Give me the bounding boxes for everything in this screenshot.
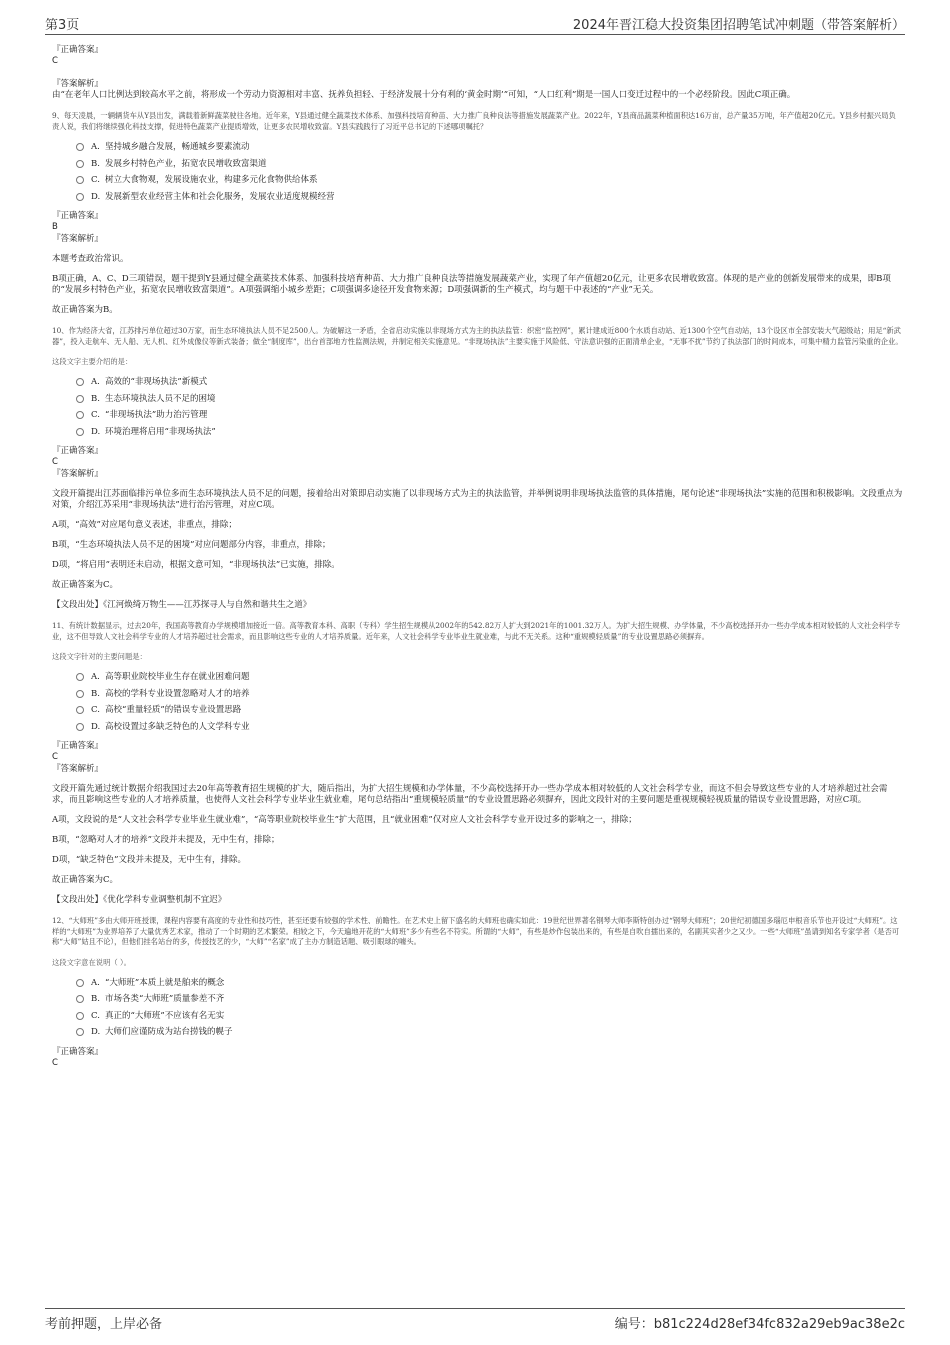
question-12	[52, 916, 903, 1069]
option-letter: B.	[91, 688, 100, 699]
passage-source: 【文段出处】《优化学科专业调整机制不宜迟》	[52, 895, 227, 905]
option-letter: C.	[91, 705, 100, 715]
option-letter: D.	[91, 721, 101, 732]
radio-icon[interactable]	[76, 1012, 84, 1020]
radio-icon[interactable]	[76, 690, 84, 698]
option-letter: A.	[91, 672, 100, 682]
option-text: 高效的“非现场执法”新模式	[105, 377, 208, 387]
option-text: 发展乡村特色产业，拓宽农民增收致富渠道	[105, 158, 267, 169]
option-c[interactable]	[76, 702, 903, 719]
radio-icon[interactable]	[76, 143, 84, 151]
analysis-paragraph: 故正确答案为C。	[52, 875, 119, 885]
option-text: 高校的学科专业设置忽略对人才的培养	[105, 688, 250, 699]
analysis-paragraph: B项，“忽略对人才的培养”文段并未提及，无中生有，排除；	[52, 835, 280, 845]
analysis-paragraph: 文段开篇先通过统计数据介绍我国过去20年高等教育招生规模的扩大，随后指出，为扩大招生规模和办学体量，不少高校选择开办一些办学成本相对较低的人文社会科学专业，而这不但会导致这些专业的人才培养超过社会需求，而且影响这些专业的人才培养质量，也使得人文社会科学专业毕业生就业难，尾句总结指出“重规模轻质量”的专业设置思路必须摒弃，因此文段针对的主要问题是重视规模轻视质量的错误专业设置思路，对应C项。	[52, 784, 888, 805]
options-list	[76, 139, 903, 205]
option-b[interactable]	[76, 391, 903, 408]
option-text: 发展新型农业经营主体和社会化服务，发展农业适度规模经营	[105, 191, 335, 202]
radio-icon[interactable]	[76, 428, 84, 436]
option-d[interactable]	[76, 424, 903, 441]
answer-label: 『正确答案』	[52, 446, 104, 456]
page-number: 第3页	[45, 18, 80, 33]
option-letter: C.	[91, 410, 100, 420]
option-text: “非现场执法”助力治污管理	[105, 410, 208, 420]
answer-label: 『正确答案』	[52, 211, 104, 221]
radio-icon[interactable]	[76, 1028, 84, 1036]
question-prompt: 这段文字针对的主要问题是：	[52, 652, 147, 661]
option-text: 坚持城乡融合发展，畅通城乡要素流动	[105, 142, 250, 152]
option-letter: A.	[91, 142, 100, 152]
option-text: 高等职业院校毕业生存在就业困难问题	[105, 672, 250, 682]
option-letter: A.	[91, 977, 100, 988]
question-prompt: 这段文字意在说明（ ）。	[52, 957, 131, 967]
option-letter: A.	[91, 377, 100, 387]
document-title: 2024年晋江稳大投资集团招聘笔试冲刺题（带答案解析）	[572, 18, 905, 33]
option-text: 环境治理将启用“非现场执法”	[105, 426, 216, 437]
option-letter: D.	[91, 1027, 101, 1037]
analysis-text: 由“在老年人口比例达到较高水平之前，将形成一个劳动力资源相对丰富、抚养负担轻、于经济发展十分有利的‘黄金时期’”可知，“人口红利”期是一国人口变迁过程中的一个必经阶段。因此C项正确。	[52, 90, 796, 100]
option-letter: C.	[91, 1010, 100, 1021]
analysis-paragraph: 故正确答案为B。	[52, 305, 118, 315]
option-letter: B.	[91, 994, 100, 1004]
option-b[interactable]	[76, 686, 903, 703]
option-text: “大师班”本质上就是舶来的概念	[105, 977, 225, 988]
option-text: 生态环境执法人员不足的困境	[105, 393, 216, 404]
option-d[interactable]	[76, 719, 903, 736]
option-letter: D.	[91, 426, 101, 437]
radio-icon[interactable]	[76, 723, 84, 731]
option-letter: C.	[91, 175, 100, 185]
answer-value: C	[52, 56, 58, 66]
answer-label: 『正确答案』	[52, 45, 104, 55]
option-d[interactable]	[76, 1024, 903, 1041]
analysis-label: 『答案解析』	[52, 469, 104, 479]
option-a[interactable]	[76, 139, 903, 156]
question-text: 9、每天凌晨，一辆辆货车从Y县出发，满载着新鲜蔬菜驶往各地。近年来，Y县通过健全蔬菜技术体系、加强科技培育种苗、大力推广良种良法等措施发展蔬菜产业。2022年，Y县商品蔬菜种植面积达16万亩，总产量35万吨，年产值超20亿元。Y县乡村振兴局负责人说，我们将继续强化科技支撑，促进特色蔬菜产业提质增效，让更多农民增收致富。Y县实践践行了习近平总书记的下述哪项嘱托？	[52, 111, 896, 131]
option-text: 高校设置过多缺乏特色的人文学科专业	[105, 721, 250, 732]
option-text: 高校“重量轻质”的错误专业设置思路	[105, 705, 242, 715]
radio-icon[interactable]	[76, 160, 84, 168]
options-list	[76, 975, 903, 1041]
analysis-label: 『答案解析』	[52, 79, 104, 89]
answer-value: C	[52, 1057, 58, 1068]
option-c[interactable]	[76, 1008, 903, 1025]
page-footer	[45, 1308, 905, 1332]
options-list	[76, 669, 903, 735]
question-11	[52, 621, 903, 906]
radio-icon[interactable]	[76, 706, 84, 714]
option-text: 市场各类“大师班”质量参差不齐	[105, 994, 225, 1004]
option-letter: B.	[91, 158, 100, 169]
analysis-label: 『答案解析』	[52, 234, 104, 244]
question-text: 10、作为经济大省，江苏排污单位超过30万家，而生态环境执法人员不足2500人。为破解这一矛盾，全省启动实施以非现场方式为主的执法监管：织密“监控网”，累计建成近800个水质自动站、近1300个空气自动站，13个设区市全部安装大气超级站；用足“新武器”，投入走航车、无人船、无人机、红外成像仪等新式装备；做全“制度库”，出台首部地方性监测法规，并制定相关实施意见。“非现场执法”主要实施于风险低、守法意识强的正面清单企业，“无事不扰”节约了执法部门的时间成本，可集中精力监管污染重的企业。	[52, 326, 903, 346]
analysis-paragraph: B项正确，A、C、D三项错误，题干提到Y县通过健全蔬菜技术体系、加强科技培育种苗、大力推广良种良法等措施发展蔬菜产业，实现了年产值超20亿元，让更多农民增收致富。体现的是产业的创新发展带来的成果，即B项的“发展乡村特色产业，拓宽农民增收致富渠道”。A项强调缩小城乡差距；C项强调多途径开发食物来源；D项强调新的生产模式，均与题干中表述的“产业”无关。	[52, 274, 891, 295]
question-10	[52, 326, 903, 611]
radio-icon[interactable]	[76, 395, 84, 403]
question-prompt: 这段文字主要介绍的是：	[52, 357, 133, 366]
analysis-paragraph: B项，“生态环境执法人员不足的困境”对应问题部分内容，非重点，排除；	[52, 540, 331, 550]
question-9	[52, 111, 903, 316]
options-list	[76, 374, 903, 440]
question-8-tail	[52, 44, 903, 101]
analysis-paragraph: A项，“高效”对应尾句意义表述，非重点，排除；	[52, 520, 237, 530]
answer-value: C	[52, 457, 58, 467]
option-text: 大师们应谨防成为站台捞钱的幌子	[105, 1027, 233, 1037]
analysis-paragraph: 故正确答案为C。	[52, 580, 119, 590]
option-a[interactable]	[76, 669, 903, 686]
radio-icon[interactable]	[76, 176, 84, 184]
footer-slogan: 考前押题，上岸必备	[45, 1317, 163, 1332]
document-body	[52, 44, 903, 1069]
option-a[interactable]	[76, 374, 903, 391]
option-c[interactable]	[76, 172, 903, 189]
analysis-paragraph: A项，文段说的是“人文社会科学专业毕业生就业难”，“高等职业院校毕业生”扩大范围，且“就业困难”仅对应人文社会科学专业开设过多的影响之一，排除；	[52, 815, 637, 825]
option-a[interactable]	[76, 975, 903, 992]
option-text: 树立大食物观，发展设施农业，构建多元化食物供给体系	[105, 175, 318, 185]
answer-label: 『正确答案』	[52, 741, 104, 751]
answer-value: B	[52, 222, 58, 232]
analysis-paragraph: D项，“将启用”表明还未启动，根据文意可知，“非现场执法”已实施，排除。	[52, 560, 340, 570]
option-letter: D.	[91, 191, 101, 202]
option-text: 真正的“大师班”不应该有名无实	[105, 1010, 225, 1021]
option-b[interactable]	[76, 156, 903, 173]
radio-icon[interactable]	[76, 378, 84, 386]
document-code: 编号：b81c224d28ef34fc832a29eb9ac38e2c	[614, 1317, 905, 1332]
question-text: 11、有统计数据显示，过去20年，我国高等教育办学规模增加接近一倍。高等教育本科、高职（专科）学生招生规模从2002年的542.82万人扩大到2021年的1001.32万人。为扩大招生规模、办学体量，不少高校选择开办一些办学成本相对较低的人文社会科学专业，这不但导致人文社会科学专业的人才培养超过社会需求，而且影响这些专业的人才培养质量。近年来，人文社会科学专业毕业生就业难，与此不无关系。这种“重规模轻质量”的专业设置思路必须摒弃。	[52, 621, 901, 641]
radio-icon[interactable]	[76, 411, 84, 419]
option-b[interactable]	[76, 991, 903, 1008]
radio-icon[interactable]	[76, 979, 84, 987]
question-text: 12、“大师班”多由大师开班授课，课程内容要有高度的专业性和技巧性，甚至还要有较强的学术性、前瞻性。在艺术史上留下盛名的大师班也确实如此：19世纪世界著名钢琴大师李斯特创办过“钢琴大师班”；20世纪初德国多瑙厄申根音乐节也开设过“大师班”。这样的“大师班”为业界培养了大量优秀艺术家，推动了一个时期的艺术繁荣。相较之下，今天遍地开花的“大师班”多少有些名不符实。所谓的“大师”，有些是炒作包装出来的，有些是自吹自擂出来的，名副其实者少之又少。一些“大师班”虽请到知名专家学者（是否可称“大师”姑且不论），但他们挂名站台的多，传授技艺的少，“大师”“名家”成了主办方制造话题、吸引眼球的噱头。	[52, 916, 900, 946]
option-d[interactable]	[76, 189, 903, 206]
radio-icon[interactable]	[76, 673, 84, 681]
analysis-paragraph: D项，“缺乏特色”文段并未提及，无中生有，排除。	[52, 855, 247, 865]
analysis-label: 『答案解析』	[52, 764, 104, 774]
analysis-paragraph: 本题考查政治常识。	[52, 254, 129, 264]
radio-icon[interactable]	[76, 193, 84, 201]
page-header	[45, 14, 905, 35]
answer-value: C	[52, 752, 58, 762]
option-c[interactable]	[76, 407, 903, 424]
radio-icon[interactable]	[76, 995, 84, 1003]
answer-label: 『正确答案』	[52, 1046, 104, 1057]
analysis-paragraph: 文段开篇提出江苏面临排污单位多而生态环境执法人员不足的问题，接着给出对策即启动实施了以非现场方式为主的执法监管，并举例说明非现场执法监管的具体措施，尾句论述“非现场执法”实施的范围和积极影响。文段重点为对策，介绍江苏采用“非现场执法”进行治污管理，对应C项。	[52, 489, 903, 510]
passage-source: 【文段出处】《江河焕绮万物生——江苏探寻人与自然和谐共生之道》	[52, 600, 312, 610]
option-letter: B.	[91, 393, 100, 404]
